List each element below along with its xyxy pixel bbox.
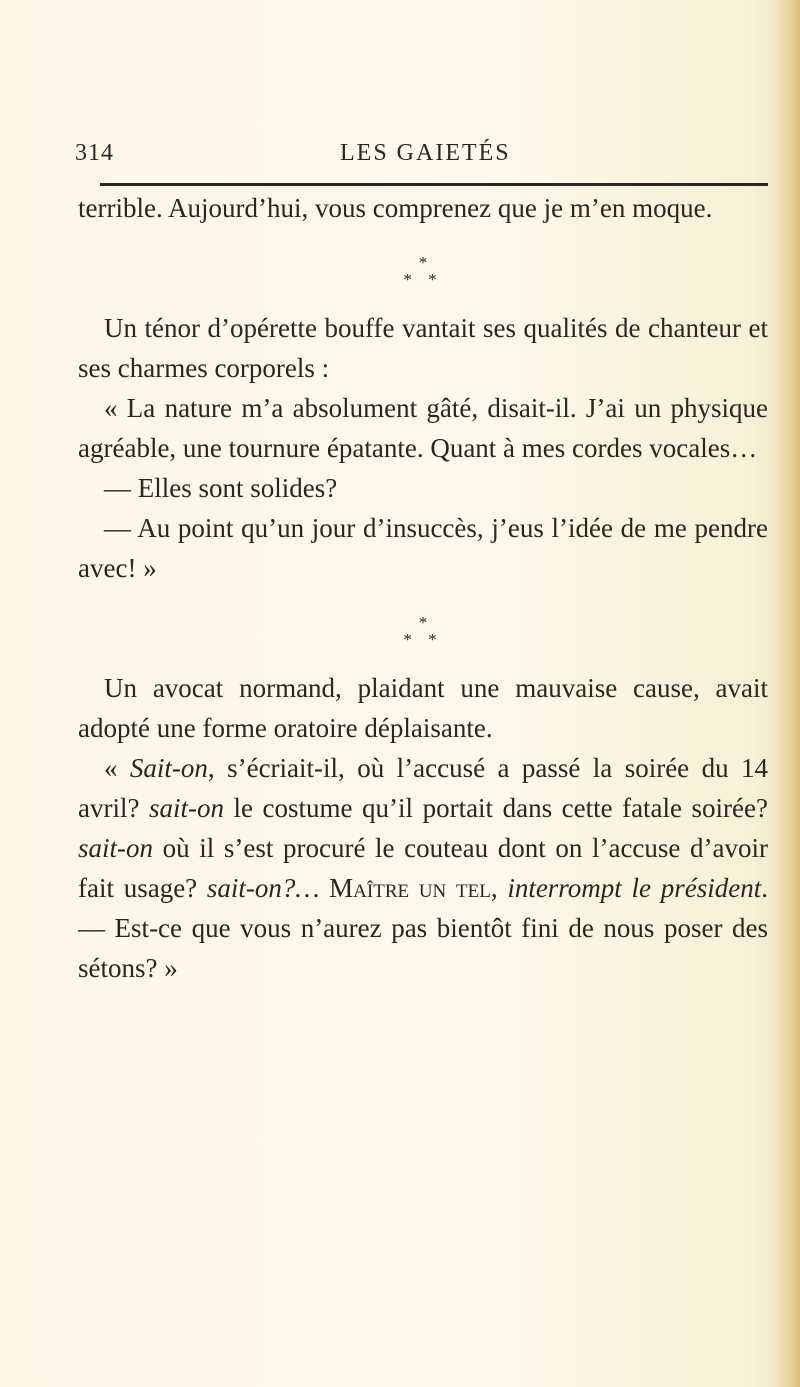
small-caps-text-run: Maître un tel — [329, 873, 491, 903]
italic-text-run: Sait-on — [129, 753, 208, 783]
section-break-asterism — [78, 588, 768, 668]
page-number: 314 — [75, 140, 114, 166]
paragraph: terrible. Aujourd’hui, vous comprenez que je m’en moque. — [78, 193, 713, 223]
page-edge-shading — [774, 0, 800, 1387]
header-rule — [100, 183, 768, 186]
asterism-bottom: * * — [403, 270, 443, 289]
text-run: où il s’est procuré le couteau dont on l’accuse d’avoir fait usage? — [78, 833, 768, 903]
paragraph: Un ténor d’opérette bouffe vantait ses qualités de chanteur et ses charmes corporels : — [78, 313, 768, 383]
page-header — [75, 120, 765, 170]
page-body — [78, 188, 768, 988]
text-run: le costume qu’il portait dans cette fatale soirée? — [224, 793, 769, 823]
running-head: LES GAIETÉS — [340, 140, 511, 166]
text-run: , — [490, 873, 508, 903]
text-run — [319, 873, 329, 903]
italic-text-run: sait-on?… — [206, 873, 320, 903]
asterism-bottom: * * — [403, 630, 443, 649]
paragraph: Un avocat normand, plaidant une mauvaise cause, avait adopté une forme oratoire déplaisante. — [78, 673, 768, 743]
asterism-top: * — [418, 253, 428, 272]
text-run: « — [104, 753, 130, 783]
paragraph: « La nature m’a absolument gâté, disait-il. J’ai un physique agréable, une tournure épatante. Quant à mes cordes vocales… — [78, 393, 768, 463]
paragraph — [78, 748, 768, 988]
dialogue-line: — Elles sont solides? — [104, 473, 338, 503]
asterism-top: * — [418, 613, 428, 632]
section-break-asterism — [78, 228, 768, 308]
text-run: , s’écriait-il, où l’accusé a passé la soirée du 14 avril? — [78, 753, 768, 823]
italic-text-run: interrompt le président — [507, 873, 762, 903]
italic-text-run: sait-on — [78, 833, 154, 863]
dialogue-line: — Au point qu’un jour d’insuccès, j’eus l’idée de me pendre avec! » — [78, 513, 768, 583]
italic-text-run: sait-on — [149, 793, 225, 823]
text-run: . — Est-ce que vous n’aurez pas bientôt fini de nous poser des sétons? » — [78, 873, 768, 983]
